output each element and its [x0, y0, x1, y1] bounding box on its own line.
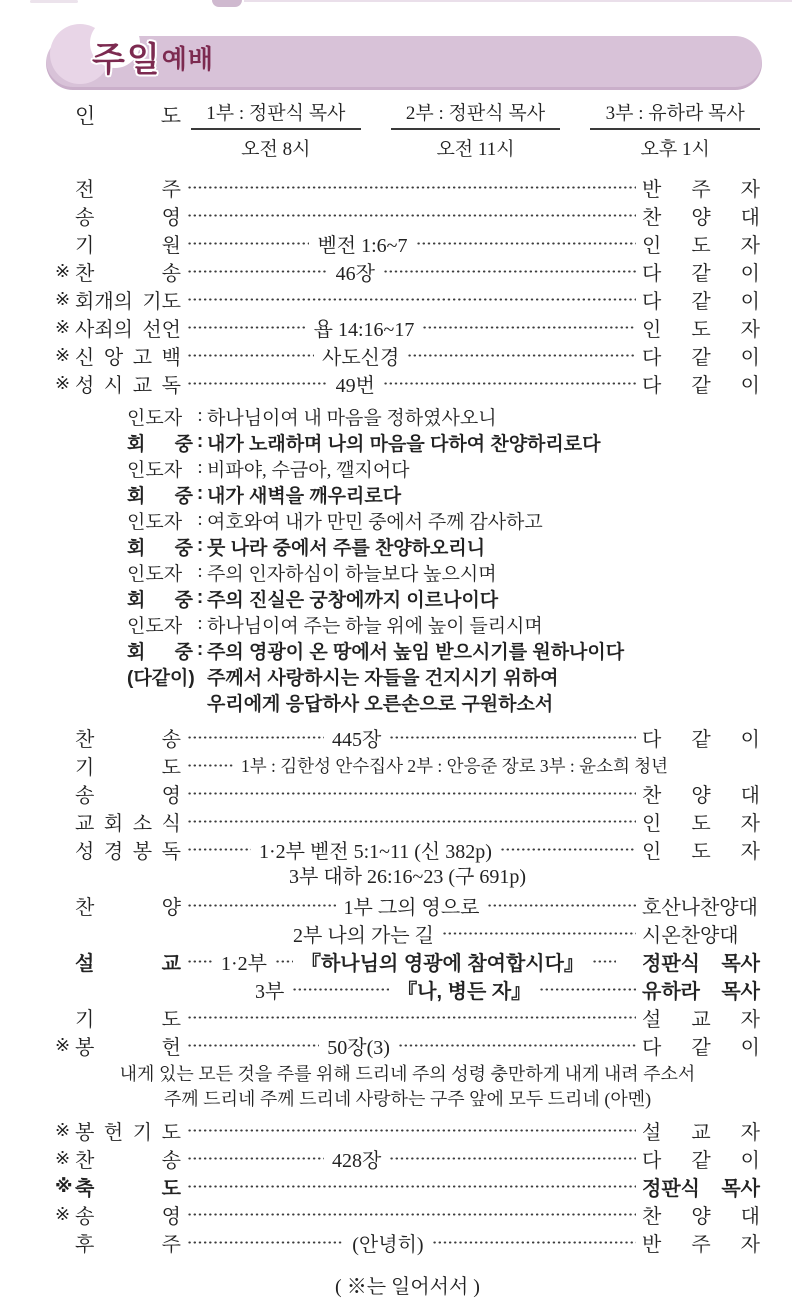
stand-mark: ※: [55, 260, 71, 281]
scan-artifact: [212, 0, 242, 7]
service-columns: [191, 98, 760, 161]
service-column-1: [191, 98, 361, 161]
order-item-label: 성 시 교 독: [75, 374, 181, 397]
leader-area: [181, 891, 642, 920]
leader-text: 445장: [332, 728, 382, 751]
dotted-leader: [389, 1156, 636, 1161]
reading-text: 내가 새벽을 깨우리로다: [207, 485, 402, 507]
order-item-assignee: 인 도 자: [642, 234, 760, 257]
section-title: [92, 42, 214, 79]
order-row: [55, 257, 760, 285]
leader-area: [181, 835, 642, 864]
leader-area: [181, 313, 642, 342]
order-row: [55, 835, 760, 863]
order-row: [55, 1031, 760, 1059]
order-row: [55, 891, 760, 919]
colon-separator: :: [197, 457, 203, 478]
centered-line: 주께 드리네 주께 드리네 사랑하는 구주 앞에 모두 드리네 (아멘): [163, 1089, 652, 1109]
dotted-leader: [187, 185, 636, 190]
stand-mark: ※: [55, 1203, 71, 1224]
stand-mark: ※: [55, 344, 71, 365]
reading-text: 하나님이여 내 마음을 정하였사오니: [207, 407, 497, 429]
dotted-leader: [187, 903, 336, 908]
leader-area: [181, 1144, 642, 1173]
dotted-leader: [407, 353, 636, 358]
colon-separator: :: [196, 535, 204, 556]
stand-mark: ※: [55, 372, 71, 393]
order-item-assignee: 유하라 목사: [642, 980, 760, 1003]
colon-separator: :: [197, 509, 203, 530]
leader-text: 1부 그의 영으로: [343, 896, 480, 919]
order-item-label: 사죄의 선언: [75, 318, 181, 341]
colon-separator: :: [196, 587, 204, 608]
order-row: [55, 1200, 760, 1228]
speaker-label: 회 중: [127, 537, 193, 559]
leader-area: [181, 341, 642, 370]
dotted-leader: [422, 325, 636, 330]
leader-area: [181, 369, 642, 398]
order-row: [55, 229, 760, 257]
reading-text: 하나님이여 주는 하늘 위에 높이 들리시며: [207, 615, 543, 637]
order-item-assignee: 다 같 이: [642, 290, 760, 313]
leader-text: 『하나님의 영광에 참여합시다』: [300, 952, 584, 975]
order-row: [55, 947, 760, 975]
order-row: [55, 313, 760, 341]
order-item-assignee: 찬 양 대: [642, 784, 760, 807]
centered-line: 내게 있는 모든 것을 주를 위해 드리네 주의 성령 충만하게 내게 내려 주소서: [119, 1064, 696, 1084]
leader-area: [181, 753, 760, 778]
leader-area: [181, 1031, 642, 1060]
responsive-reading-line: [127, 507, 760, 533]
leader-text: 428장: [332, 1149, 382, 1172]
dotted-leader: [187, 959, 213, 964]
leader-text: 벧전 1:6~7: [317, 234, 408, 257]
responsive-reading-line: [127, 533, 760, 559]
leader-area: [181, 297, 642, 302]
order-item-label: 송 영: [75, 1205, 181, 1228]
service-2-time: 오전 11시: [436, 139, 515, 160]
order-item-label: 후 주: [75, 1233, 181, 1256]
colon-separator: :: [196, 483, 204, 504]
dotted-leader: [187, 213, 636, 218]
colon-separator: :: [197, 613, 203, 634]
leader-area: [181, 1015, 642, 1020]
dotted-leader: [539, 987, 636, 992]
stand-mark: ※: [55, 1147, 71, 1168]
leader-area: [181, 791, 642, 796]
section-title-main: 주일: [92, 41, 162, 79]
dotted-leader: [187, 1240, 344, 1245]
service-leaders-row: [55, 98, 760, 161]
order-item-assignee: 설 교 자: [642, 1008, 760, 1031]
stand-mark: ※: [55, 316, 71, 337]
order-item-assignee: 찬 양 대: [642, 206, 760, 229]
speaker-label: 회 중: [127, 485, 193, 507]
order-item-assignee: 다 같 이: [642, 346, 760, 369]
leader-text: 50장(3): [327, 1036, 390, 1059]
leader-area: [181, 185, 642, 190]
order-item-label: 전 주: [75, 178, 181, 201]
colon-separator: :: [196, 639, 204, 660]
order-item-assignee: 인 도 자: [642, 840, 760, 863]
leader-text: 2부 나의 가는 길: [293, 924, 434, 947]
leader-area: [181, 947, 642, 976]
order-item-label: 찬 양: [75, 896, 181, 919]
order-item-label: 기 도: [75, 1008, 181, 1031]
order-row: [55, 173, 760, 201]
leader-area: [181, 919, 642, 948]
order-row: [55, 779, 760, 807]
responsive-reading-line: [127, 611, 760, 637]
order-item-assignee: 다 같 이: [642, 728, 760, 751]
reading-text: 주의 영광이 온 땅에서 높임 받으시기를 원하나이다: [207, 641, 625, 663]
order-row: [55, 751, 760, 779]
dotted-leader: [442, 931, 636, 936]
order-item-label: 찬 송: [75, 728, 181, 751]
colon-separator: :: [196, 431, 204, 452]
leader-gap: [181, 933, 291, 934]
dotted-leader: [187, 763, 233, 768]
reading-text: 주의 진실은 궁창에까지 이르나이다: [207, 589, 499, 611]
order-item-assignee: 다 같 이: [642, 1149, 760, 1172]
speaker-label: 인도자: [127, 615, 183, 637]
order-item-label: 송 영: [75, 206, 181, 229]
order-item-assignee: 인 도 자: [642, 318, 760, 341]
order-row: [55, 1116, 760, 1144]
dotted-leader: [432, 1240, 636, 1245]
scan-artifact: [30, 0, 78, 3]
order-row: [55, 369, 760, 397]
order-item-label: 봉 헌: [75, 1036, 181, 1059]
order-row: [55, 975, 760, 1003]
service-1-leader: 1부 : 정판식 목사: [191, 98, 361, 130]
leader-area: [181, 1128, 642, 1133]
order-item-label: 봉 헌 기 도: [75, 1121, 181, 1144]
responsive-reading-line: [127, 481, 760, 507]
speaker-label: 회 중: [127, 589, 193, 611]
dotted-leader: [398, 1043, 636, 1048]
dotted-leader: [383, 381, 636, 386]
dotted-leader: [592, 959, 616, 964]
order-item-label: 성 경 봉 독: [75, 840, 181, 863]
order-item-assignee: 인 도 자: [642, 812, 760, 835]
order-row: [55, 341, 760, 369]
speaker-label: 회 중: [127, 641, 193, 663]
leader-area: [181, 723, 642, 752]
order-item-label: 설 교: [75, 952, 181, 975]
stand-mark: ※: [55, 1034, 71, 1055]
leader-text: 사도신경: [322, 346, 400, 369]
reading-text: 주의 인자하심이 하늘보다 높으시며: [207, 563, 497, 585]
dotted-leader: [187, 269, 328, 274]
service-1-time: 오전 8시: [241, 139, 311, 160]
dotted-leader: [187, 1043, 319, 1048]
order-item-assignee: 정판식 목사: [642, 1177, 760, 1200]
order-item-assignee: 정판식 목사: [642, 952, 760, 975]
order-row: [55, 807, 760, 835]
scan-artifact: [244, 0, 792, 2]
dotted-leader: [187, 297, 636, 302]
order-row: [55, 1172, 760, 1200]
colon-separator: :: [197, 405, 203, 426]
responsive-reading-line: [127, 585, 760, 611]
order-item-assignee: 반 주 자: [642, 178, 760, 201]
order-item-assignee: 반 주 자: [642, 1233, 760, 1256]
order-row: [55, 919, 760, 947]
order-item-assignee: 설 교 자: [642, 1121, 760, 1144]
dotted-leader: [187, 847, 251, 852]
leader-area: [181, 1212, 642, 1217]
dotted-leader: [487, 903, 636, 908]
dotted-leader: [389, 735, 636, 740]
order-item-assignee: 다 같 이: [642, 374, 760, 397]
leader-text: 1·2부 벧전 5:1~11 (신 382p): [259, 840, 492, 863]
colon-separator: :: [197, 561, 203, 582]
leader-text: 46장: [335, 262, 375, 285]
leader-area: [181, 1228, 642, 1257]
order-item-assignee: 다 같 이: [642, 262, 760, 285]
dotted-leader: [187, 1212, 636, 1217]
order-row: [55, 1144, 760, 1172]
leader-text: 3부: [255, 980, 285, 1003]
stand-mark: ※: [55, 1119, 71, 1140]
dotted-leader: [383, 269, 636, 274]
dotted-leader: [187, 819, 636, 824]
order-item-label: 축 도: [75, 1177, 181, 1200]
dotted-leader: [292, 987, 389, 992]
dotted-leader: [416, 241, 636, 246]
leader-text: 1·2부: [221, 952, 267, 975]
dotted-leader: [500, 847, 636, 852]
responsive-reading-line: [127, 559, 760, 585]
service-2-leader: 2부 : 정판식 목사: [391, 98, 561, 130]
dotted-leader: [187, 735, 324, 740]
responsive-reading-line: [127, 689, 760, 715]
leader-area: [181, 819, 642, 824]
dotted-leader: [275, 959, 293, 964]
dotted-leader: [187, 241, 309, 246]
order-item-label: 회개의 기도: [75, 290, 181, 313]
speaker-label: 인도자: [127, 563, 183, 585]
service-column-3: [590, 98, 760, 161]
order-item-assignee: 호산나찬양대: [642, 896, 758, 919]
stand-mark: ※: [55, 288, 71, 309]
responsive-reading-line: [127, 455, 760, 481]
section-title-sub: 예배: [161, 44, 214, 74]
leader-text: 욥 14:16~17: [313, 318, 415, 341]
order-row: [55, 1228, 760, 1256]
leader-area: [181, 975, 642, 1004]
responsive-reading-line: [127, 403, 760, 429]
dotted-leader: [187, 1184, 636, 1189]
order-item-label: 찬 송: [75, 1149, 181, 1172]
order-item-label: 신 앙 고 백: [75, 346, 181, 369]
order-item-label: 기 원: [75, 234, 181, 257]
order-item-assignee: 다 같 이: [642, 1036, 760, 1059]
order-item-assignee: 찬 양 대: [642, 1205, 760, 1228]
order-item-label: 송 영: [75, 784, 181, 807]
dotted-leader: [187, 791, 636, 796]
centered-line: 3부 대하 26:16~23 (구 691p): [289, 866, 526, 888]
responsive-reading-line: [127, 663, 760, 689]
speaker-label: 회 중: [127, 433, 193, 455]
service-column-2: [391, 98, 561, 161]
leader-area: [181, 257, 642, 286]
order-row: [55, 285, 760, 313]
reading-text: 우리에게 응답하사 오른손으로 구원하소서: [207, 693, 554, 715]
reading-text: 뭇 나라 중에서 주를 찬양하오리니: [207, 537, 486, 559]
service-3-leader: 3부 : 유하라 목사: [590, 98, 760, 130]
dotted-leader: [187, 325, 306, 330]
leader-area: [181, 1184, 642, 1189]
order-of-worship: [55, 98, 760, 1299]
order-row: [55, 201, 760, 229]
speaker-label: 인도자: [127, 459, 183, 481]
service-3-time: 오후 1시: [640, 139, 710, 160]
dotted-leader: [187, 1156, 324, 1161]
order-row: [55, 723, 760, 751]
leader-text: (안녕히): [352, 1233, 424, 1256]
leader-text: 49번: [335, 374, 375, 397]
responsive-reading-line: [127, 429, 760, 455]
order-row: [55, 1003, 760, 1031]
order-item-label: 찬 송: [75, 262, 181, 285]
stand-mark: ※: [55, 1175, 73, 1196]
reading-text: 내가 노래하며 나의 마음을 다하여 찬양하리로다: [207, 433, 601, 455]
speaker-label: 인도자: [127, 407, 183, 429]
order-item-label: 교 회 소 식: [75, 812, 181, 835]
dotted-leader: [187, 381, 328, 386]
reading-text: 주께서 사랑하시는 자들을 건지시기 위하여: [207, 667, 559, 689]
reading-text: 여호와여 내가 만민 중에서 주께 감사하고: [207, 511, 543, 533]
order-rows: [55, 173, 760, 1256]
order-item-assignee: 시온찬양대: [642, 924, 739, 947]
leader-area: [181, 213, 642, 218]
section-banner: [46, 36, 762, 90]
standing-note: ( ※는 일어서서 ): [335, 1276, 480, 1298]
speaker-label: (다같이): [127, 667, 195, 689]
leader-area: [181, 229, 642, 258]
reading-text: 비파야, 수금아, 깰지어다: [207, 459, 410, 481]
speaker-label: 인도자: [127, 511, 183, 533]
leader-gap: [181, 989, 253, 990]
dotted-leader: [187, 1015, 636, 1020]
leader-text: 1부 : 김한성 안수집사 2부 : 안응준 장로 3부 : 윤소희 청년: [241, 755, 669, 776]
responsive-reading-line: [127, 637, 760, 663]
dotted-leader: [187, 353, 314, 358]
order-item-label: 기 도: [75, 756, 181, 779]
lead-label: 인 도: [75, 104, 181, 128]
dotted-leader: [187, 1128, 636, 1133]
leader-text: 『나, 병든 자』: [397, 980, 532, 1003]
